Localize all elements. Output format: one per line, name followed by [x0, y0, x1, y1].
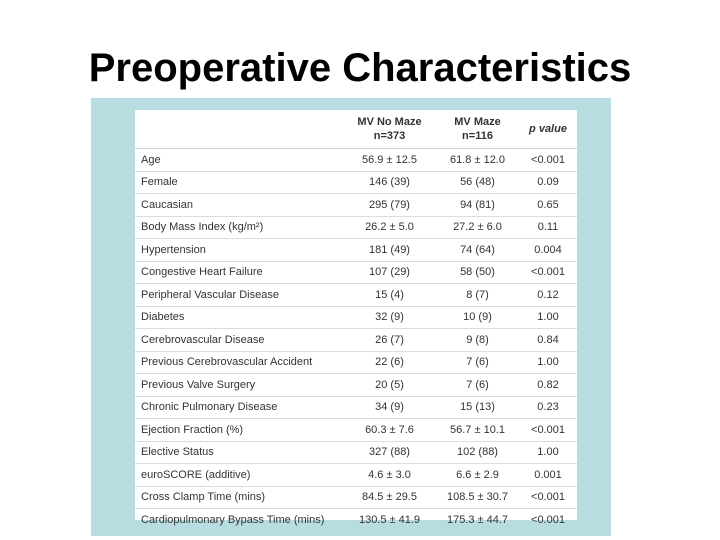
- row-label: Previous Valve Surgery: [135, 374, 343, 397]
- cell-p-value: <0.001: [519, 149, 577, 172]
- cell-maze: 102 (88): [436, 441, 519, 464]
- cell-maze: 56.7 ± 10.1: [436, 419, 519, 442]
- cell-maze: 8 (7): [436, 284, 519, 307]
- row-label: Previous Cerebrovascular Accident: [135, 351, 343, 374]
- cell-p-value: <0.001: [519, 486, 577, 509]
- cell-p-value: <0.001: [519, 419, 577, 442]
- table-row: [135, 216, 577, 239]
- cell-no-maze: 4.6 ± 3.0: [343, 464, 436, 487]
- header-no-maze-title: MV No Maze: [357, 116, 422, 128]
- cell-no-maze: 295 (79): [343, 194, 436, 217]
- row-label: Cardiopulmonary Bypass Time (mins): [141, 513, 325, 526]
- table-row: [135, 419, 577, 442]
- cell-no-maze: 20 (5): [343, 374, 436, 397]
- cell-p-value: 0.11: [519, 216, 577, 239]
- table-row: [135, 284, 577, 307]
- header-maze-count: n=116: [462, 130, 493, 142]
- table-row: [135, 464, 577, 487]
- cell-maze: 61.8 ± 12.0: [436, 149, 519, 172]
- table-row: [135, 509, 577, 531]
- cell-no-maze: 84.5 ± 29.5: [343, 486, 436, 509]
- row-label: Chronic Pulmonary Disease: [135, 396, 343, 419]
- table-panel: [135, 110, 577, 526]
- row-label: Caucasian: [135, 194, 343, 217]
- characteristics-table: [135, 110, 577, 531]
- table-row: [135, 194, 577, 217]
- cell-p-value: 1.00: [519, 306, 577, 329]
- cell-no-maze: 34 (9): [343, 396, 436, 419]
- header-p-value: p value: [519, 110, 577, 149]
- header-maze-title: MV Maze: [454, 116, 501, 128]
- cell-maze: 56 (48): [436, 171, 519, 194]
- table-row: [135, 261, 577, 284]
- table-row: [135, 374, 577, 397]
- table-row: [135, 329, 577, 352]
- row-label: Cross Clamp Time (mins): [135, 486, 343, 509]
- cell-maze: 27.2 ± 6.0: [436, 216, 519, 239]
- header-no-maze-count: n=373: [373, 130, 406, 142]
- cell-no-maze: 327 (88): [343, 441, 436, 464]
- cell-p-value: 1.00: [519, 441, 577, 464]
- cell-maze: 10 (9): [436, 306, 519, 329]
- cell-p-value: 0.12: [519, 284, 577, 307]
- table-row: [135, 239, 577, 262]
- cell-maze: 7 (6): [436, 374, 519, 397]
- cell-no-maze: 32 (9): [343, 306, 436, 329]
- cell-maze: 6.6 ± 2.9: [436, 464, 519, 487]
- cell-maze: 175.3 ± 44.7: [446, 513, 509, 526]
- cell-p-value: 0.001: [519, 464, 577, 487]
- cell-p-value: <0.001: [531, 513, 565, 526]
- table-row: [135, 149, 577, 172]
- cell-no-maze: 26.2 ± 5.0: [343, 216, 436, 239]
- row-label: Cerebrovascular Disease: [135, 329, 343, 352]
- cell-p-value: 1.00: [519, 351, 577, 374]
- cell-no-maze: 130.5 ± 41.9: [358, 513, 421, 526]
- cell-no-maze: 60.3 ± 7.6: [343, 419, 436, 442]
- cell-p-value: 0.23: [519, 396, 577, 419]
- header-label-column: [135, 110, 343, 149]
- cell-no-maze: 15 (4): [343, 284, 436, 307]
- cell-maze: 15 (13): [436, 396, 519, 419]
- row-label: Congestive Heart Failure: [135, 261, 343, 284]
- cell-p-value: 0.82: [519, 374, 577, 397]
- cell-maze: 94 (81): [436, 194, 519, 217]
- cell-no-maze: 146 (39): [343, 171, 436, 194]
- cell-maze: 58 (50): [436, 261, 519, 284]
- cell-no-maze: 26 (7): [343, 329, 436, 352]
- table-row: [135, 396, 577, 419]
- row-label: Hypertension: [135, 239, 343, 262]
- cell-no-maze: 22 (6): [343, 351, 436, 374]
- table-header-row: [135, 110, 577, 149]
- cell-p-value: 0.09: [519, 171, 577, 194]
- row-label: Elective Status: [135, 441, 343, 464]
- row-label: euroSCORE (additive): [135, 464, 343, 487]
- row-label: Ejection Fraction (%): [135, 419, 343, 442]
- cell-p-value: <0.001: [519, 261, 577, 284]
- cell-no-maze: 56.9 ± 12.5: [343, 149, 436, 172]
- cell-p-value: 0.004: [519, 239, 577, 262]
- header-no-maze: [343, 110, 436, 149]
- slide-title: Preoperative Characteristics: [88, 46, 632, 90]
- table-row: [135, 306, 577, 329]
- row-label: Body Mass Index (kg/m²): [135, 216, 343, 239]
- table-row: [135, 486, 577, 509]
- cell-p-value: 0.65: [519, 194, 577, 217]
- header-maze: [436, 110, 519, 149]
- table-row: [135, 351, 577, 374]
- cell-p-value: 0.84: [519, 329, 577, 352]
- cell-no-maze: 181 (49): [343, 239, 436, 262]
- cell-maze: 108.5 ± 30.7: [436, 486, 519, 509]
- table-row: [135, 171, 577, 194]
- row-label: Diabetes: [135, 306, 343, 329]
- row-label: Female: [135, 171, 343, 194]
- cell-maze: 74 (64): [436, 239, 519, 262]
- cell-maze: 7 (6): [436, 351, 519, 374]
- row-label: Peripheral Vascular Disease: [135, 284, 343, 307]
- table-row: [135, 441, 577, 464]
- cell-maze: 9 (8): [436, 329, 519, 352]
- cell-no-maze: 107 (29): [343, 261, 436, 284]
- table-frame: [91, 98, 611, 536]
- row-label: Age: [135, 149, 343, 172]
